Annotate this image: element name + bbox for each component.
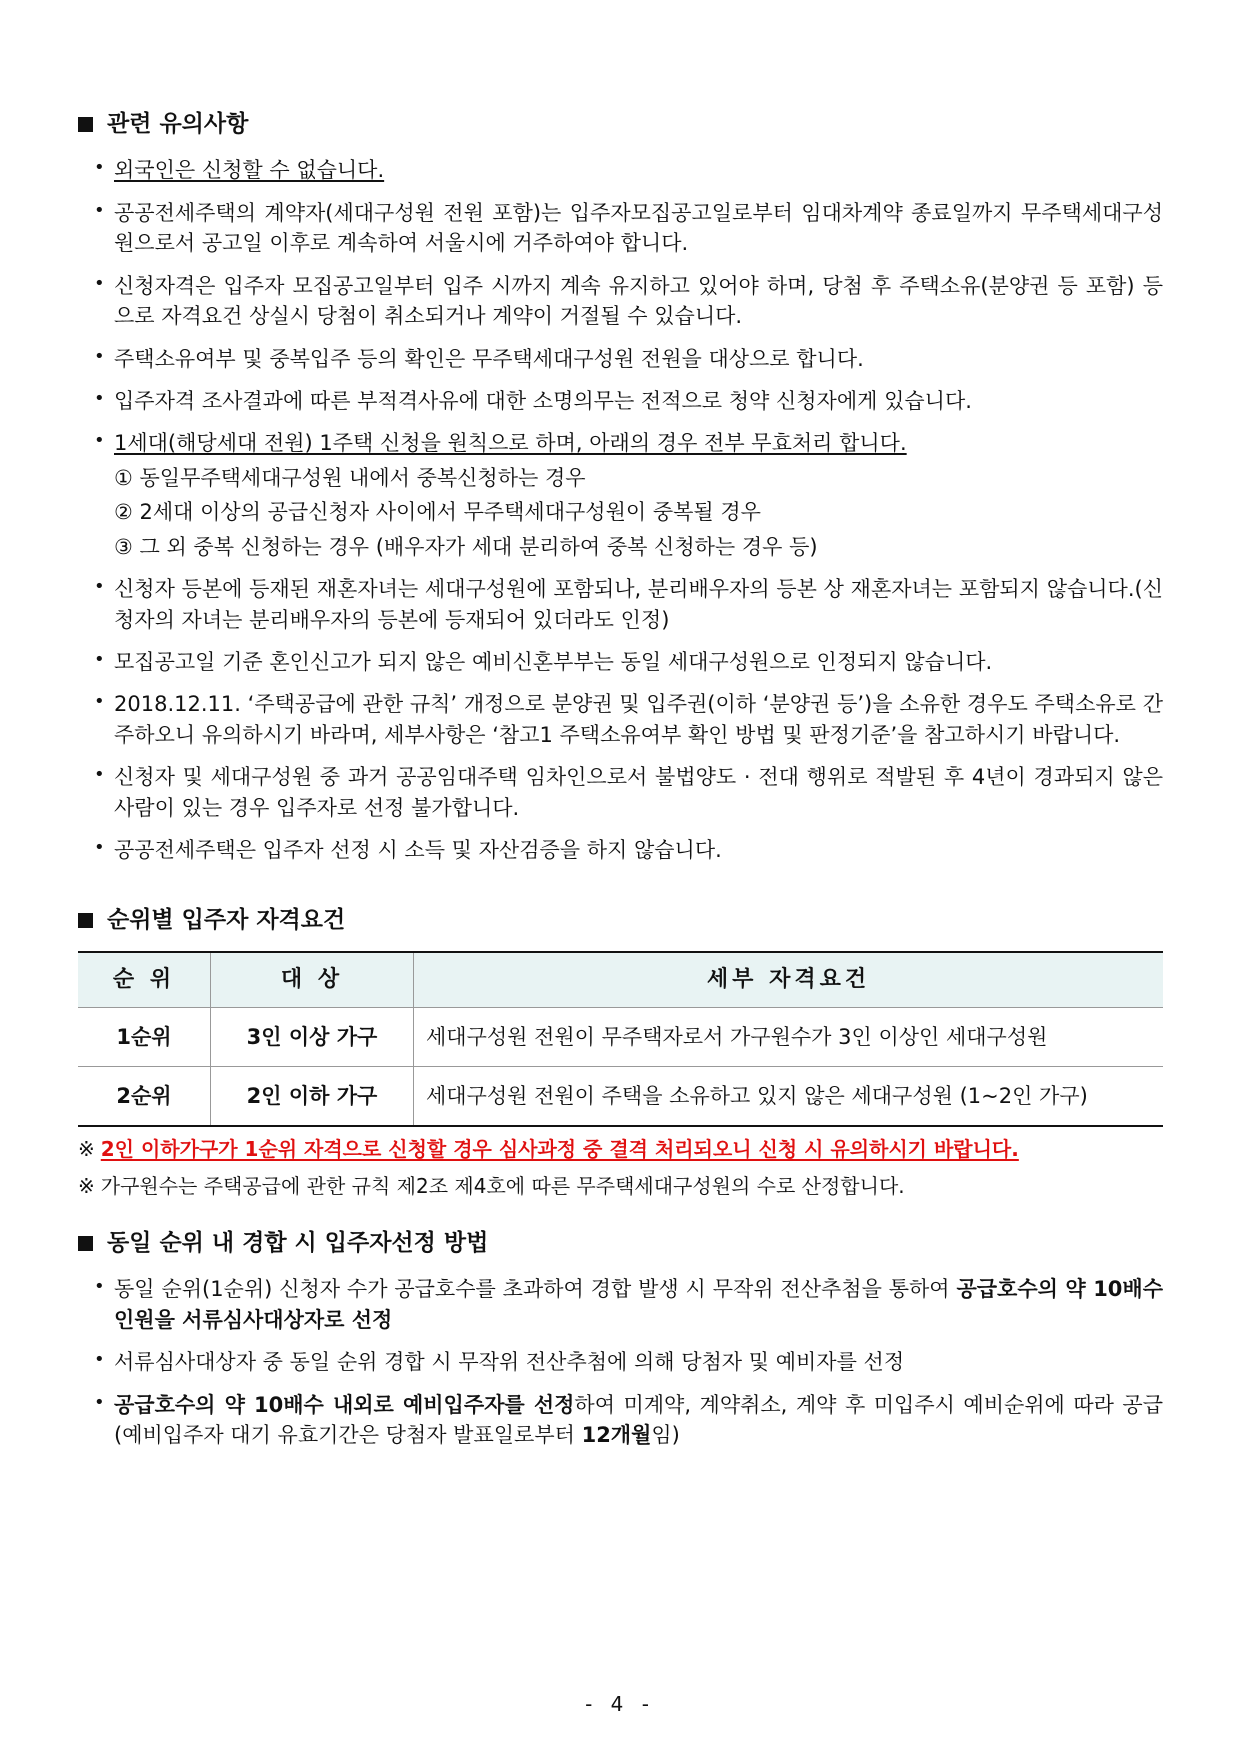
sub-list [114, 463, 1163, 562]
list-item: • 입주자격 조사결과에 따른 부적격사유에 대한 소명의무는 전적으로 청약 신청자에게 있습니다. [92, 386, 1163, 416]
tie-list [78, 1274, 1163, 1450]
list-item: • 모집공고일 기준 혼인신고가 되지 않은 예비신혼부부는 동일 세대구성원으로 인정되지 않습니다. [92, 647, 1163, 677]
table-cell: 2순위 [116, 1083, 172, 1108]
column-header: 세부 자격요건 [414, 952, 1164, 1008]
list-item: • 서류심사대상자 중 동일 순위 경합 시 무작위 전산추첨에 의해 당첨자 및 예비자를 선정 [92, 1347, 1163, 1377]
sub-item: ③ 그 외 중복 신청하는 경우 (배우자가 세대 분리하여 중복 신청하는 경우 등) [114, 534, 818, 559]
section-title-ranks: 순위별 입주자 자격요건 [78, 904, 1163, 937]
table-cell: 세대구성원 전원이 주택을 소유하고 있지 않은 세대구성원 (1~2인 가구) [414, 1067, 1164, 1127]
list-item: • 공공전세주택은 입주자 선정 시 소득 및 자산검증을 하지 않습니다. [92, 835, 1163, 865]
list-item: • 1세대(해당세대 전원) 1주택 신청을 원칙으로 하며, 아래의 경우 전부 무효처리 합니다. ① 동일무주택세대구성원 내에서 중복신청하는 경우 ② 2세대 이상의 공급신청자 사이에서 무주택세대구성원이 중복될 경우 ③ 그 외 중복 신청하는 경우 (배우자가 세대 분리하여 중복 신청하는 경우 등) [92, 428, 1163, 562]
sub-item: ② 2세대 이상의 공급신청자 사이에서 무주택세대구성원이 중복될 경우 [114, 500, 761, 525]
list-item: • 외국인은 신청할 수 없습니다. [92, 155, 1163, 185]
page-number: - 4 - [585, 1692, 655, 1716]
section-title-tie: 동일 순위 내 경합 시 입주자선정 방법 [78, 1227, 1163, 1260]
table-cell: 1순위 [78, 1008, 211, 1067]
list-item: • 동일 순위(1순위) 신청자 수가 공급호수를 초과하여 경합 발생 시 무작위 전산추첨을 통하여 공급호수의 약 10배수 인원을 서류심사대상자로 선정 [92, 1274, 1163, 1335]
warning-note: ※ 2인 이하가구가 1순위 자격으로 신청할 경우 심사과정 중 결격 처리되오니 신청 시 유의하시기 바랍니다. [78, 1137, 1019, 1161]
section-title-notes: 관련 유의사항 [78, 108, 1163, 141]
column-header: 대 상 [211, 952, 414, 1008]
square-bullet-icon [78, 117, 93, 132]
list-item: • 신청자 및 세대구성원 중 과거 공공임대주택 임차인으로서 불법양도 · 전대 행위로 적발된 후 4년이 경과되지 않은 사람이 있는 경우 입주자로 선정 불가합니다. [92, 762, 1163, 823]
list-item: • 2018.12.11. ‘주택공급에 관한 규칙’ 개정으로 분양권 및 입주권(이하 ‘분양권 등’)을 소유한 경우도 주택소유로 간주하오니 유의하시기 바라며, 세부사항은 ‘참고1 주택소유여부 확인 방법 및 판정기준’을 참고하시기 바랍니다. [92, 689, 1163, 750]
notes-list [78, 155, 1163, 865]
list-item: • 신청자격은 입주자 모집공고일부터 입주 시까지 계속 유지하고 있어야 하며, 당첨 후 주택소유(분양권 등 포함) 등으로 자격요건 상실시 당첨이 취소되거나 계약이 거절될 수 있습니다. [92, 271, 1163, 332]
table-cell: 2인 이하 가구 [211, 1067, 414, 1127]
table-header-row [78, 952, 1163, 1008]
rank-requirements-table [78, 951, 1163, 1127]
square-bullet-icon [78, 913, 93, 928]
sub-item: ① 동일무주택세대구성원 내에서 중복신청하는 경우 [114, 465, 586, 490]
square-bullet-icon [78, 1236, 93, 1251]
table-row [78, 1008, 1163, 1067]
column-header: 순 위 [78, 952, 211, 1008]
document-page [78, 108, 1163, 1463]
table-cell: 3인 이상 가구 [211, 1008, 414, 1067]
list-item: • 공급호수의 약 10배수 내외로 예비입주자를 선정하여 미계약, 계약취소, 계약 후 미입주시 예비순위에 따라 공급 (예비입주자 대기 유효기간은 당첨자 발표일로부터 12개월임) [92, 1390, 1163, 1451]
list-item: • 공공전세주택의 계약자(세대구성원 전원 포함)는 입주자모집공고일로부터 임대차계약 종료일까지 무주택세대구성원으로서 공고일 이후로 계속하여 서울시에 거주하여야 합니다. [92, 198, 1163, 259]
list-item: • 신청자 등본에 등재된 재혼자녀는 세대구성원에 포함되나, 분리배우자의 등본 상 재혼자녀는 포함되지 않습니다.(신청자의 자녀는 분리배우자의 등본에 등재되어 있더라도 인정) [92, 574, 1163, 635]
table-cell: 세대구성원 전원이 무주택자로서 가구원수가 3인 이상인 세대구성원 [414, 1008, 1164, 1067]
info-note: ※ 가구원수는 주택공급에 관한 규칙 제2조 제4호에 따른 무주택세대구성원의 수로 산정합니다. [78, 1174, 905, 1198]
table-row [78, 1067, 1163, 1127]
list-item: • 주택소유여부 및 중복입주 등의 확인은 무주택세대구성원 전원을 대상으로 합니다. [92, 344, 1163, 374]
